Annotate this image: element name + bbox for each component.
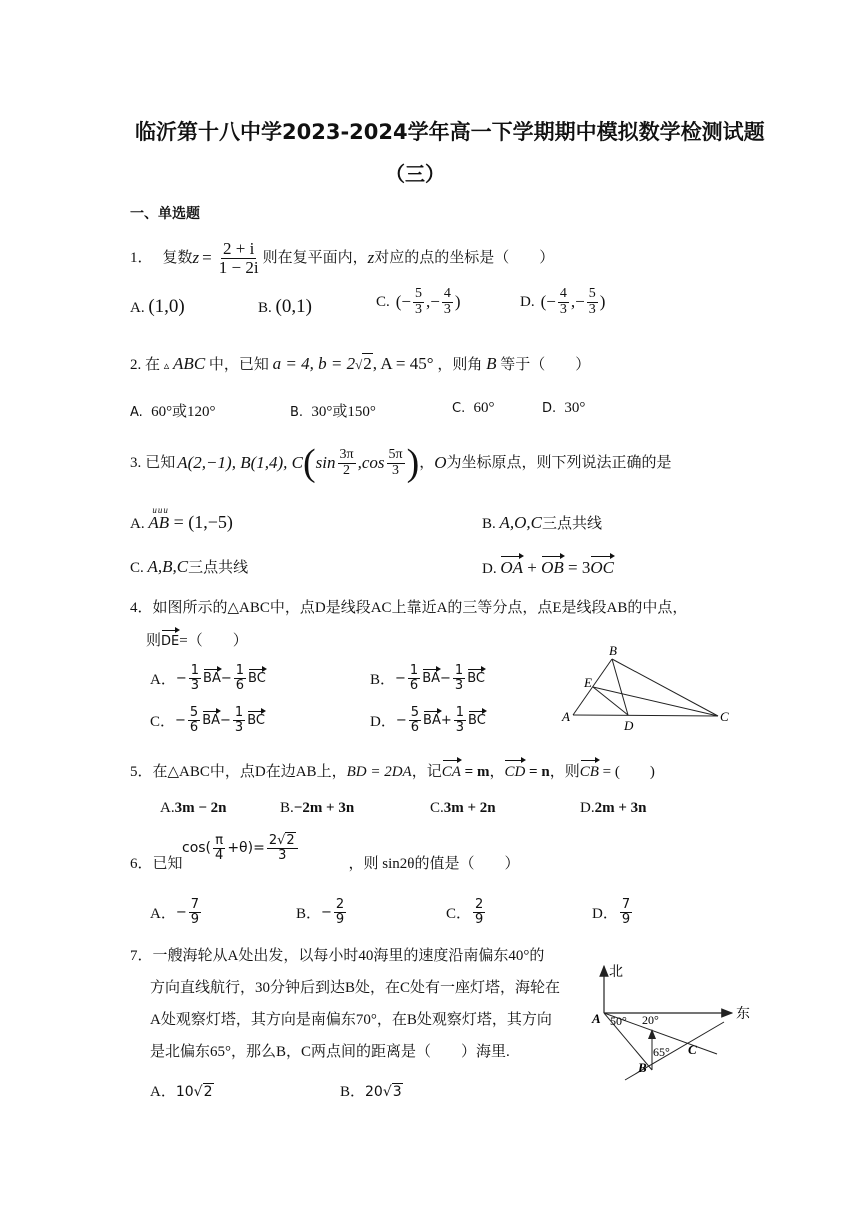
q3-option-d-vector-oc: OC	[590, 558, 614, 577]
q4-option-b-f2d: 3	[454, 677, 464, 693]
q3-points: A(2,−1), B(1,4), C	[177, 453, 303, 472]
q4-option-b-sign1: −	[395, 670, 406, 686]
q3-option-c-value: 三点共线	[188, 560, 249, 576]
q4-edge-bc	[612, 659, 718, 716]
q5-option-a-label: A.	[160, 800, 175, 816]
q2-option-d-value: 30°	[564, 400, 586, 416]
q1-z2: z	[367, 248, 375, 268]
question-7-line1	[130, 946, 544, 966]
question-7-line3	[150, 1010, 552, 1030]
page-subtitle: （三）	[385, 162, 445, 186]
q7-option-a: A．10√2	[150, 1084, 213, 1100]
q7-option-b-radicand: 3	[392, 1084, 402, 1100]
q1-option-a-label: A.	[130, 300, 145, 316]
q1-option-d-f2d: 3	[588, 301, 596, 317]
q4-option-a-sign2: −	[220, 670, 232, 686]
q5-vector-cb: CB	[579, 764, 599, 780]
q4-label-b: B	[609, 643, 617, 658]
q1-denominator: 1 − 2i	[218, 257, 259, 277]
q1-option-a-value: (1,0)	[148, 296, 185, 317]
q5-option-d-value: 2m + 3n	[594, 800, 647, 816]
q4-option-b-frac1	[408, 664, 420, 692]
q2-option-d-label: D.	[542, 401, 557, 416]
q1-option-d-label: D.	[520, 293, 535, 310]
question-2: 2. 在 ▵ ABC 中，已知 a = 4, b = 2√2, A = 45° ，则角 B 等于（ ）	[130, 354, 591, 373]
q6-result-radicand: 2	[286, 833, 295, 848]
q4-option-b-frac2	[453, 664, 465, 692]
q4-option-d-frac1	[409, 706, 421, 734]
q4-option-c-sign2: −	[220, 712, 231, 728]
q1-eq: =	[202, 248, 212, 268]
q3-number: 3.	[130, 455, 142, 471]
q5-number: 5．	[130, 764, 153, 780]
q3-option-b-value: 三点共线	[542, 516, 603, 532]
q2-option-c-label: C.	[452, 401, 466, 416]
q1-text-post: 则在复平面内，	[262, 250, 368, 267]
q7-option-b-label: B．	[340, 1084, 366, 1100]
q3-option-a	[130, 505, 233, 533]
q4-option-a-frac1	[189, 664, 201, 692]
q6-option-d-label: D．	[592, 905, 618, 922]
q6-option-a-frac	[189, 898, 201, 926]
q3-f1n: 3π	[339, 446, 354, 462]
q4-option-c	[150, 706, 265, 734]
q4-option-a-sign1: −	[175, 670, 187, 686]
q6-option-d-frac	[620, 898, 632, 926]
q4-option-b-f2n: 1	[454, 663, 464, 678]
q1-option-c-post: )	[454, 292, 461, 312]
q4-segment-bd	[612, 659, 628, 715]
q7-option-a-radicand: 2	[203, 1084, 213, 1100]
q1-option-d-f1n: 4	[559, 286, 567, 301]
q5-option-a	[160, 800, 226, 817]
q6-option-b-label: B．	[296, 905, 322, 922]
q6-option-b-den: 9	[335, 911, 345, 927]
q4-option-c-vector1: BA	[202, 712, 221, 728]
q3-text-pre: 已知	[145, 455, 176, 471]
q4-option-c-f1d: 6	[189, 719, 199, 735]
q3-option-d-vector-ob: OB	[541, 558, 564, 577]
q1-option-d-frac2	[587, 287, 598, 317]
q6-result-coef: 2	[268, 833, 278, 848]
q2-text-pre: 在	[145, 357, 161, 373]
q1-option-c-f1n: 5	[415, 286, 423, 301]
q1-number: 1．	[130, 250, 153, 267]
q3-option-c-points: A,B,C	[147, 557, 189, 576]
q1-option-b-value: (0,1)	[275, 296, 312, 317]
q5-option-b-value: −2m + 3n	[293, 800, 355, 816]
q7-navigation-figure	[585, 958, 755, 1098]
q1-option-d	[520, 287, 605, 317]
q7-label-north: 北	[609, 965, 623, 980]
q3-origin: O	[434, 453, 447, 472]
q4-option-b-vector2: BC	[467, 670, 485, 686]
q1-option-c-pre: (−	[395, 292, 412, 312]
q7-label-50: 50°	[610, 1014, 627, 1028]
q4-option-b-f1n: 1	[409, 663, 419, 678]
question-4	[130, 598, 687, 618]
q1-option-c-f1d: 3	[415, 301, 423, 317]
q2-option-a-value: 60°或120°	[151, 404, 216, 420]
q6-option-c-frac	[473, 898, 485, 926]
q6-pi-num: π	[215, 833, 224, 848]
q5-condition: BD = 2DA	[346, 764, 412, 780]
q2-radicand: 2	[363, 354, 372, 373]
q4-option-c-frac2	[233, 706, 245, 734]
q5-eq-n: = n	[525, 764, 550, 780]
q6-number: 6．	[130, 856, 153, 873]
question-7-line2	[150, 978, 560, 998]
q3-option-d-eq: = 3	[563, 558, 591, 577]
q4-label-d: D	[624, 718, 634, 733]
q1-option-c-label: C.	[376, 293, 390, 310]
q6-option-a-num: 7	[190, 897, 200, 912]
q7-option-b-coef: 20	[365, 1084, 383, 1100]
q4-option-d-f2d: 3	[455, 719, 465, 735]
q7-label-a: A	[592, 1011, 601, 1026]
q4-label-c: C	[720, 709, 729, 724]
q1-numerator: 2 + i	[223, 239, 255, 258]
q3-f2d: 3	[392, 462, 400, 478]
q6-cos: cos(	[182, 840, 212, 857]
q3-sin: sin	[315, 453, 336, 472]
q3-option-b-label: B.	[482, 516, 496, 532]
q1-fraction	[217, 240, 261, 277]
q5-option-d-label: D.	[580, 800, 595, 816]
q4-option-a-f1d: 3	[190, 677, 200, 693]
q4-edge-ac	[573, 715, 718, 716]
q4-option-d-f1n: 5	[410, 705, 420, 720]
q4-option-d-sign2: +	[440, 712, 452, 728]
q1-text-post2: 对应的点的坐标是（ ）	[374, 250, 555, 267]
q4-option-d-label: D．	[370, 713, 396, 730]
q1-option-c	[376, 287, 461, 317]
q3-option-d-vector-oa: OA	[500, 558, 524, 577]
q4-option-c-vector2: BC	[247, 712, 265, 728]
q7-label-b: B	[638, 1060, 647, 1075]
q7-line-1: 一艘海轮从A处出发，以每小时40海里的速度沿南偏东40°的	[152, 948, 545, 964]
q7-option-a-label: A．	[150, 1084, 176, 1100]
q4-text-line1: 如图所示的△ABC中，点D是线段AC上靠近A的三等分点，点E是线段AB的中点，	[152, 600, 688, 616]
q4-option-a-frac2	[234, 664, 246, 692]
q4-option-c-f1n: 5	[189, 705, 199, 720]
q3-text-post: 为坐标原点，则下列说法正确的是	[446, 455, 672, 471]
q3-option-d	[482, 558, 614, 578]
q2-option-a	[130, 400, 216, 421]
q3-option-b-points: A,O,C	[499, 513, 543, 532]
q4-text-then: 则	[146, 633, 162, 649]
q3-option-c	[130, 556, 248, 577]
q1-option-b-label: B.	[258, 300, 272, 316]
q1-option-d-mid: ,−	[570, 292, 585, 312]
q6-option-a-label: A．	[150, 905, 176, 922]
q4-option-d-sign1: −	[395, 712, 407, 728]
q3-option-a-label: A.	[130, 516, 145, 532]
q3-option-d-plus: +	[523, 558, 542, 577]
q2-condition2: , A = 45°	[372, 354, 434, 373]
q2-triangle-symbol: ▵	[163, 360, 170, 372]
q2-option-c-value: 60°	[473, 400, 495, 416]
q2-abc: ABC	[173, 354, 206, 373]
q3-frac2	[387, 448, 405, 478]
q4-option-d-f2n: 1	[455, 705, 465, 720]
q6-option-b-sign: −	[321, 904, 332, 920]
q2-text-post2: 等于（ ）	[500, 357, 591, 373]
question-5	[130, 762, 655, 782]
q4-option-b-vector1: BA	[422, 670, 441, 686]
q1-option-d-f2n: 5	[588, 286, 596, 301]
q1-option-d-pre: (−	[540, 292, 556, 312]
q2-option-b-label: B.	[290, 405, 304, 420]
q6-text-post: ，则 sin2θ的值是（ ）	[348, 856, 520, 873]
q4-option-a-vector1: BA	[203, 670, 221, 686]
q1-z: z	[192, 248, 200, 268]
q2-option-b	[290, 400, 376, 421]
q2-number: 2.	[130, 357, 142, 373]
q4-option-c-frac1	[188, 706, 200, 734]
q1-text-pre: 复数	[162, 250, 193, 267]
q6-option-d	[592, 898, 634, 926]
q1-option-b	[258, 296, 312, 318]
q5-eq-m: = m	[460, 764, 490, 780]
q5-vector-cd: CD	[504, 764, 526, 780]
q5-text-pre: 在△ABC中，点D在边AB上，	[152, 764, 347, 780]
question-1	[130, 240, 554, 277]
question-7-line4	[150, 1042, 510, 1062]
q7-option-b: B．20√3	[340, 1084, 402, 1100]
q6-option-b-frac	[334, 898, 346, 926]
q1-option-c-f2d: 3	[443, 301, 451, 317]
q5-option-c-label: C.	[430, 800, 444, 816]
q5-vector-ca: CA	[441, 764, 461, 780]
q7-line-3: A处观察灯塔，其方向是南偏东70°，在B处观察灯塔，其方向	[150, 1012, 552, 1028]
q3-f1d: 2	[343, 462, 351, 478]
q6-option-a	[150, 898, 203, 926]
q3-cos: ,cos	[357, 453, 385, 472]
q4-edge-ab	[573, 659, 612, 715]
q6-plus-theta: +θ)=	[227, 840, 265, 857]
q6-option-d-num: 7	[621, 897, 631, 912]
q7-number: 7．	[130, 948, 153, 964]
q6-option-a-den: 9	[190, 911, 200, 927]
q6-option-b-num: 2	[335, 897, 345, 912]
q6-frac-result: $\frac{2√2}{3}$	[267, 834, 298, 862]
q4-option-d-f1d: 6	[410, 719, 420, 735]
q5-text-mid: ，记	[411, 764, 442, 780]
q2-option-a-label: A.	[130, 405, 143, 420]
q4-option-d	[370, 706, 486, 734]
q4-option-d-vector1: BA	[423, 712, 441, 728]
q4-option-d-frac2	[454, 706, 466, 734]
q4-vector-de: DE	[161, 632, 179, 652]
q4-option-a-vector2: BC	[248, 670, 266, 686]
q3-option-d-label: D.	[482, 561, 497, 577]
q7-line-4: 是北偏东65°，那么B，C两点间的距离是（ ）海里.	[150, 1044, 510, 1060]
question-4-line2	[146, 631, 248, 652]
q2-option-d	[542, 400, 585, 417]
q1-option-c-mid: ,−	[426, 292, 440, 312]
q5-option-d	[580, 800, 646, 817]
q4-option-a-label: A．	[150, 671, 176, 688]
q4-triangle-figure	[555, 640, 745, 740]
q1-option-c-frac2	[442, 287, 453, 317]
q5-sep: ，	[489, 764, 505, 780]
q4-option-c-f2n: 1	[234, 705, 244, 720]
q2-condition: a = 4, b = 2	[272, 354, 356, 373]
q5-option-c	[430, 800, 496, 817]
q4-option-c-label: C．	[150, 713, 176, 730]
q4-option-c-sign1: −	[175, 712, 186, 728]
q6-option-c-label: C．	[446, 905, 472, 922]
q4-option-a-f2n: 1	[235, 663, 245, 678]
q6-option-c	[446, 898, 487, 926]
q4-text-post: =（ ）	[179, 633, 248, 649]
q6-option-b	[296, 898, 348, 926]
q4-number: 4．	[130, 600, 153, 616]
q4-option-b-f1d: 6	[409, 677, 419, 693]
q3-option-b	[482, 512, 602, 533]
q3-frac1	[338, 448, 356, 478]
q2-text-post: ，则角	[437, 357, 483, 373]
q3-option-a-value: = (1,−5)	[169, 512, 233, 532]
q1-option-d-post: )	[599, 292, 606, 312]
q5-eq-result: = ( )	[598, 764, 655, 780]
q7-line-2: 方向直线航行，30分钟后到达B处，在C处有一座灯塔，海轮在	[150, 980, 561, 996]
q7-option-a-coef: 10	[175, 1084, 194, 1100]
q2-option-c	[452, 400, 494, 417]
q2-option-b-value: 30°或150°	[311, 404, 376, 420]
page-title: 临沂第十八中学2023-2024学年高一下学期期中模拟数学检测试题	[135, 120, 765, 144]
q6-option-c-num: 2	[475, 897, 484, 912]
q5-option-b	[280, 800, 354, 817]
q7-label-65: 65°	[653, 1045, 670, 1059]
q4-option-b-sign2: −	[440, 670, 451, 686]
q6-option-a-sign: −	[175, 904, 187, 920]
q3-option-a-vector: AB	[148, 513, 170, 532]
q6-text-pre: 已知	[152, 856, 183, 873]
q4-option-a-f1n: 1	[190, 663, 200, 678]
question-6	[130, 834, 519, 874]
q3-option-c-label: C.	[130, 560, 144, 576]
question-3: 3. 已知 A(2,−1), B(1,4), C ( sin $\frac{3\pi}{2}$ ,cos $\frac{5\pi}{3}$ ) ， O 为坐标原点，则下列说法正确的是	[130, 442, 672, 484]
q6-pi-den: 4	[215, 847, 224, 863]
q4-option-b-label: B．	[370, 671, 396, 688]
q3-f2n: 5π	[388, 446, 403, 462]
q6-option-c-den: 9	[475, 911, 484, 927]
q4-option-d-vector2: BC	[468, 712, 486, 728]
q4-option-c-f2d: 3	[234, 719, 244, 735]
q7-label-east: 东	[736, 1007, 750, 1022]
q2-angle-b: B	[486, 354, 497, 373]
q4-option-b	[370, 664, 485, 692]
q5-sep2: ，则	[549, 764, 580, 780]
q4-label-e: E	[584, 675, 592, 690]
q5-option-a-value: 3m − 2n	[174, 800, 227, 816]
q1-option-c-f2n: 4	[443, 286, 451, 301]
section-heading: 一、单选题	[130, 206, 200, 222]
q4-option-a	[150, 664, 266, 692]
q4-option-a-f2d: 6	[235, 677, 245, 693]
q3-option-a-artifact: uuu	[152, 505, 169, 515]
q4-label-a: A	[562, 709, 570, 724]
q1-option-d-frac1	[558, 287, 569, 317]
q5-option-b-label: B.	[280, 800, 294, 816]
q6-result-den: 3	[278, 847, 287, 863]
q1-option-a	[130, 296, 185, 318]
q7-label-20: 20°	[642, 1013, 659, 1027]
q6-option-d-den: 9	[621, 911, 631, 927]
q7-label-c: C	[688, 1042, 697, 1057]
q1-option-c-frac1	[413, 287, 424, 317]
q2-text-mid: 中，已知	[208, 357, 269, 373]
q1-option-d-f1d: 3	[559, 301, 567, 317]
q5-option-c-value: 3m + 2n	[443, 800, 496, 816]
